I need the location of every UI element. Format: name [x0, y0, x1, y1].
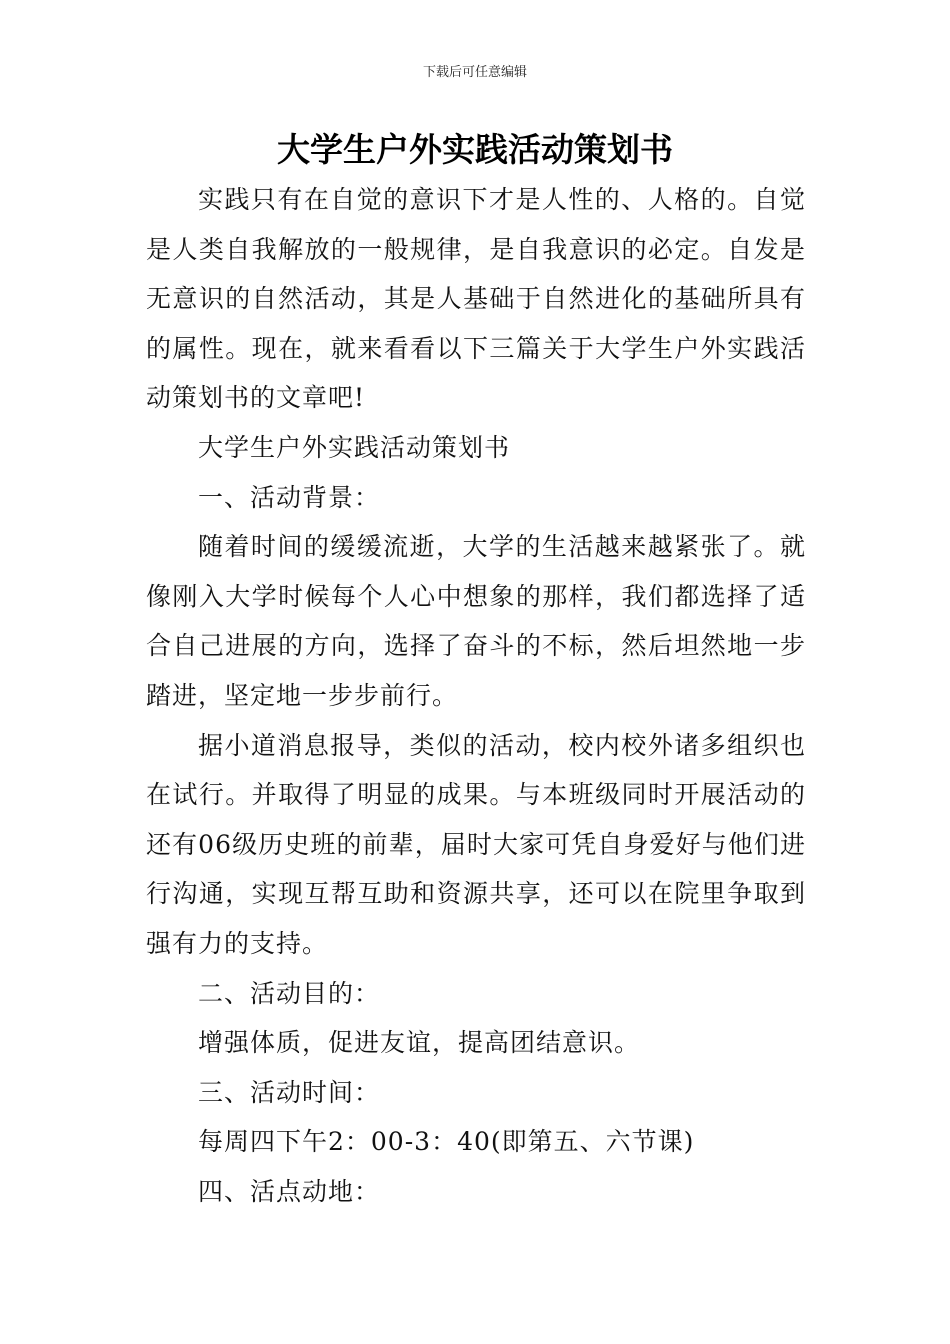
- header-note: 下载后可任意编辑: [422, 65, 527, 80]
- purpose-paragraph: 增强体质，促进友谊，提高团结意识。: [198, 1028, 641, 1058]
- background-paragraph-2: 据小道消息报导，类似的活动，校内校外诸多组织也在试行。并取得了明显的成果。与本班级同时开展活动的还有06级历史班的前辈，届时大家可凭自身爱好与他们进行沟通，实现互帮互助和资源共享，还可以在院里争取到强有力的支持。: [146, 730, 806, 958]
- section-heading-purpose: 二、活动目的：: [198, 978, 381, 1008]
- document-body: [146, 175, 806, 1216]
- section-heading-time: 三、活动时间：: [198, 1077, 381, 1107]
- section-subtitle: 大学生户外实践活动策划书: [198, 432, 511, 462]
- background-paragraph-1: 随着时间的缓缓流逝，大学的生活越来越紧张了。就像刚入大学时候每个人心中想象的那样，我们都选择了适合自己进展的方向，选择了奋斗的不标，然后坦然地一步踏进，坚定地一步步前行。: [146, 532, 806, 710]
- document-title: 大学生户外实践活动策划书: [277, 130, 673, 169]
- section-heading-location: 四、活点动地：: [198, 1176, 381, 1206]
- section-heading-background: 一、活动背景：: [198, 482, 381, 512]
- time-paragraph: 每周四下午2：00-3：40(即第五、六节课): [198, 1127, 695, 1157]
- intro-paragraph: 实践只有在自觉的意识下才是人性的、人格的。自觉是人类自我解放的一般规律，是自我意识的必定。自发是无意识的自然活动，其是人基础于自然进化的基础所具有的属性。现在，就来看看以下三篇关于大学生户外实践活动策划书的文章吧!: [146, 185, 806, 413]
